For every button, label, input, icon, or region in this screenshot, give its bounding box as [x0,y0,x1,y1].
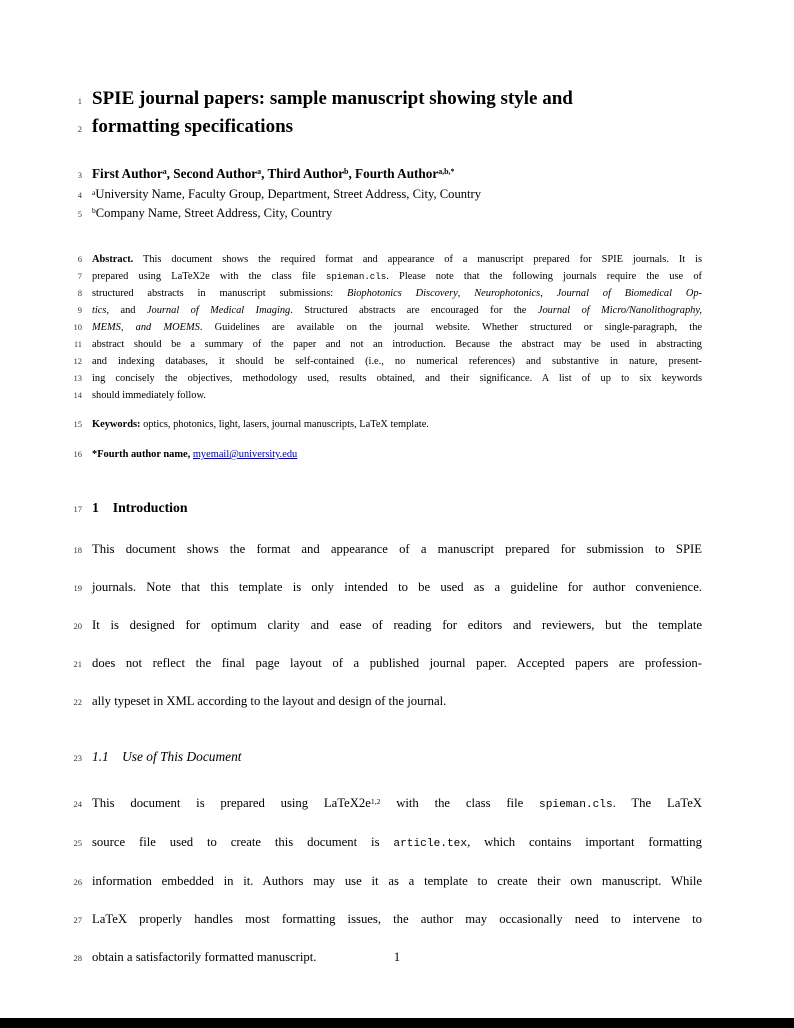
text-segment: source file used to create this document is [92,835,394,849]
text-segment: , Second Author [166,166,258,181]
text-segment: Abstract. [92,254,134,265]
abstract [62,251,710,404]
line-text [92,269,702,285]
doc-line [62,302,710,319]
line-number: 7 [77,271,82,281]
text-segment: does not reflect the final page layout of a published journal paper. Accepted papers are profession- [92,656,702,670]
line-number: 18 [73,545,82,555]
line-number: 5 [77,208,82,219]
line-number: 19 [73,583,82,593]
line-text [92,616,702,634]
text-segment: abstract should be a summary of the paper and not an introduction. Because the abstract may be used in abstracting [92,339,702,350]
text-segment: *Fourth author name, [92,449,193,460]
text-segment: , and [106,305,147,316]
text-segment: a [92,187,96,197]
line-number: 1 [77,96,82,106]
doc-line [62,86,710,114]
doc-line [62,336,710,353]
line-number: 17 [73,504,82,514]
text-segment: should immediately follow. [92,390,206,401]
line-text [92,371,702,387]
text-segment: journals. Note that this template is only intended to be used as a guideline for author convenience. [92,580,702,594]
line-number: 11 [73,339,82,349]
text-segment: formatting specifications [92,116,294,137]
line-number: 27 [73,915,82,925]
doc-line [62,910,710,929]
text-segment: Journal of Medical Imaging [146,305,291,316]
line-text [92,252,702,268]
line-text [92,86,702,112]
text-segment: , [457,288,475,299]
line-text [92,578,702,596]
line-text [92,303,702,319]
line-text [92,910,702,928]
line-number: 23 [73,753,82,763]
text-segment: , Fourth Author [348,166,439,181]
text-segment: LaTeX properly handles most formatting issues, the author may occasionally need to intervene to [92,912,702,926]
doc-line [62,794,710,814]
doc-line [62,353,710,370]
text-segment: Company Name, Street Address, City, Country [95,205,333,220]
text-segment: article.tex [393,838,468,850]
text-segment: prepared using LaTeX2e with the class file [92,271,326,282]
line-number: 25 [73,838,82,848]
text-segment: spieman.cls [539,799,613,811]
line-number: 2 [77,124,82,134]
text-segment: and indexing databases, it should be self-contained (i.e., no numerical references) and substantive in nature, present- [92,356,702,367]
doc-line [62,205,710,224]
doc-line [62,387,710,404]
doc-line [62,416,710,433]
line-text [92,388,702,404]
text-segment: This document shows the required format and appearance of a manuscript prepared for SPIE journals. It is [133,254,702,265]
line-number: 8 [77,288,82,298]
line-text [92,748,702,766]
introduction-paragraph [62,540,710,711]
text-segment: . Guidelines are available on the journal website. Whether structured or single-paragraph, the [199,322,703,333]
text-segment: . Structured abstracts are encouraged for the [290,305,538,316]
line-number: 28 [73,953,82,963]
text-segment: This document shows the format and appearance of a manuscript prepared for submission to SPIE [92,542,702,556]
line-text [92,498,702,517]
page-number: 1 [393,950,401,964]
text-segment: a [257,167,262,177]
keywords [62,416,710,433]
text-segment: ing concisely the objectives, methodology used, results obtained, and their significance. A list of up to six keywords [92,373,702,384]
text-segment: , [540,288,557,299]
text-segment: Biophotonics Discovery [346,288,458,299]
line-text [92,654,702,672]
line-number: 9 [77,305,82,315]
doc-line [62,540,710,559]
text-segment: optics, photonics, light, lasers, journal manuscripts, LaTeX template. [140,419,429,430]
doc-line [62,285,710,302]
line-number: 4 [77,190,82,200]
text-segment: SPIE journal papers: sample manuscript showing style and [92,88,573,109]
text-segment: with the class file [380,796,540,810]
line-number: 10 [73,322,82,332]
line-number: 3 [77,170,82,180]
text-segment: . The LaTeX [612,796,702,810]
doc-line [62,114,710,142]
text-segment: 1,2 [370,796,381,806]
text-segment: , which contains important formatting [467,835,702,849]
text-segment: obtain a satisfactorily formatted manuscript. [92,950,317,964]
text-segment: a [162,167,167,177]
line-number: 13 [73,373,82,383]
text-segment: , Third Author [261,166,345,181]
text-segment: tics [92,305,107,316]
line-text [92,114,702,140]
line-text [92,447,702,463]
line-number: 22 [73,697,82,707]
text-segment: 1 Introduction [92,500,188,515]
author-block [62,164,710,223]
line-text [92,186,702,205]
line-text [92,417,702,433]
line-text [92,337,702,353]
line-number: 24 [73,799,82,809]
author-footnote [62,446,710,463]
text-segment: First Author [92,166,163,181]
text-segment: structured abstracts in manuscript submissions: [92,288,347,299]
text-segment: Journal of Micro/Nanolithography, [537,305,703,316]
text-segment: b [92,206,96,216]
text-segment: 1.1 Use of This Document [92,749,242,764]
text-segment: . Please note that the following journals require the use of [386,271,702,282]
doc-line [62,186,710,205]
doc-line [62,616,710,635]
doc-line [62,748,710,767]
line-number: 12 [73,356,82,366]
line-text [92,540,702,558]
email-link[interactable]: myemail@university.edu [192,449,298,460]
line-text [92,205,702,224]
use-of-document-paragraph [62,794,710,967]
text-segment: Keywords: [92,419,141,430]
text-segment: information embedded in it. Authors may use it as a template to create their own manuscript. While [92,874,702,888]
doc-line [62,370,710,387]
line-number: 6 [77,254,82,264]
line-number: 15 [73,419,82,429]
doc-line [62,319,710,336]
line-number: 14 [73,390,82,400]
line-text [92,692,702,710]
line-text [92,354,702,370]
text-segment: a,b,* [438,167,455,177]
text-segment: spieman.cls [325,271,387,282]
line-number: 20 [73,621,82,631]
line-number: 21 [73,659,82,669]
text-segment: Neurophotonics [474,288,541,299]
doc-line [62,268,710,285]
line-text [92,164,702,186]
line-text [92,833,702,853]
line-text [92,320,702,336]
subsection-heading-use-of-this-document [62,748,710,767]
line-number: 26 [73,877,82,887]
doc-line [62,872,710,891]
doc-line [62,654,710,673]
text-segment: University Name, Faculty Group, Department, Street Address, City, Country [95,187,482,201]
text-segment: Journal of Biomedical Op- [556,288,703,299]
section-heading-introduction [62,498,710,519]
text-segment: It is designed for optimum clarity and ease of reading for editors and reviewers, but the template [92,618,702,632]
line-text [92,872,702,890]
text-segment: ally typeset in XML according to the layout and design of the journal. [92,694,447,708]
text-segment: MEMS, and MOEMS [92,322,200,333]
doc-line [62,164,710,186]
doc-line [62,498,710,519]
doc-line [62,833,710,853]
paper-title [62,86,710,142]
bottom-bar [0,1018,794,1028]
text-segment: b [344,167,349,177]
line-text [92,794,702,814]
document-body [62,86,710,967]
text-segment: This document is prepared using LaTeX2e [92,796,371,810]
doc-line [62,578,710,597]
doc-line [62,692,710,711]
line-text [92,286,702,302]
doc-line [62,251,710,268]
line-number: 16 [73,449,82,459]
doc-line [62,446,710,463]
